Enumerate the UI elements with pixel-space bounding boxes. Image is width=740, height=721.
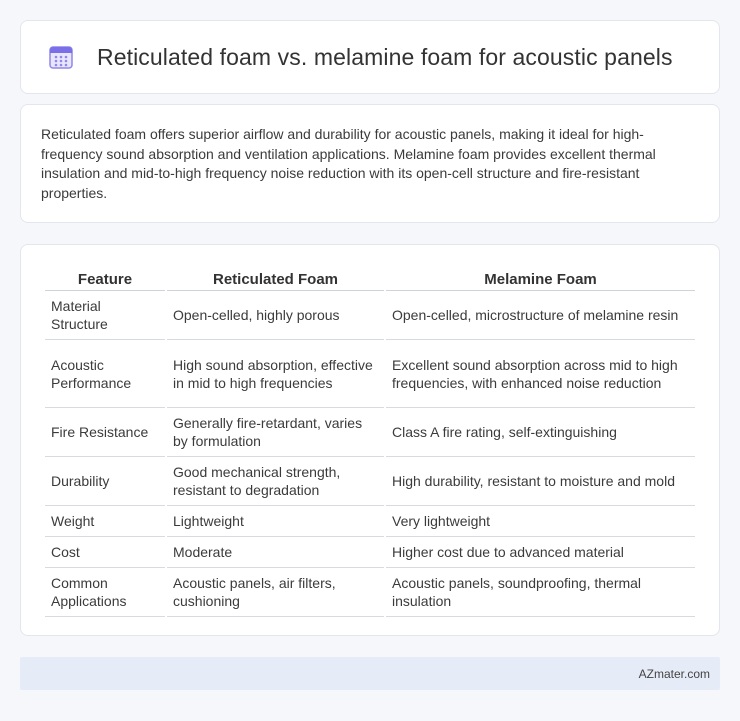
table-cell: Acoustic panels, soundproofing, thermal insulation [386,568,695,617]
table-header-row [45,265,695,291]
table-row [45,340,695,408]
table-cell: Common Applications [45,568,165,617]
footer-bar [20,657,720,690]
summary-text: Reticulated foam offers superior airflow and durability for acoustic panels, making it ideal for high-frequency sound absorption and ventilation applications. Melamine foam provides excellent thermal insulation and mid-to-high frequency noise reduction with its open-cell structure and fire-resistant properties. [41,126,656,201]
table-row [45,537,695,568]
table-cell: Fire Resistance [45,408,165,457]
table-cell: Weight [45,506,165,537]
table-cell: Lightweight [167,506,384,537]
table-cell: Generally fire-retardant, varies by formulation [167,408,384,457]
table-cell: Open-celled, highly porous [167,291,384,340]
table-row [45,506,695,537]
table-cell: Excellent sound absorption across mid to high frequencies, with enhanced noise reduction [386,340,695,408]
table-row [45,408,695,457]
column-header-reticulated: Reticulated Foam [167,265,384,291]
page-title: Reticulated foam vs. melamine foam for acoustic panels [97,43,673,70]
table-row [45,457,695,506]
calendar-icon [47,43,75,71]
table-row [45,568,695,617]
table-cell: Acoustic panels, air filters, cushioning [167,568,384,617]
footer-brand[interactable]: AZmater.com [638,666,710,681]
table-cell: Moderate [167,537,384,568]
table-cell: Material Structure [45,291,165,340]
table-cell: Class A fire rating, self-extinguishing [386,408,695,457]
comparison-table-card [20,244,720,636]
table-cell: Higher cost due to advanced material [386,537,695,568]
column-header-melamine: Melamine Foam [386,265,695,291]
table-cell: Durability [45,457,165,506]
table-cell: Acoustic Performance [45,340,165,408]
table-cell: Very lightweight [386,506,695,537]
summary-card [20,104,720,223]
column-header-feature: Feature [45,265,165,291]
table-cell: Good mechanical strength, resistant to degradation [167,457,384,506]
table-cell: High durability, resistant to moisture and mold [386,457,695,506]
table-row [45,291,695,340]
table-cell: Open-celled, microstructure of melamine resin [386,291,695,340]
table-cell: High sound absorption, effective in mid to high frequencies [167,340,384,408]
comparison-table [43,265,697,617]
title-card [20,20,720,94]
table-cell: Cost [45,537,165,568]
